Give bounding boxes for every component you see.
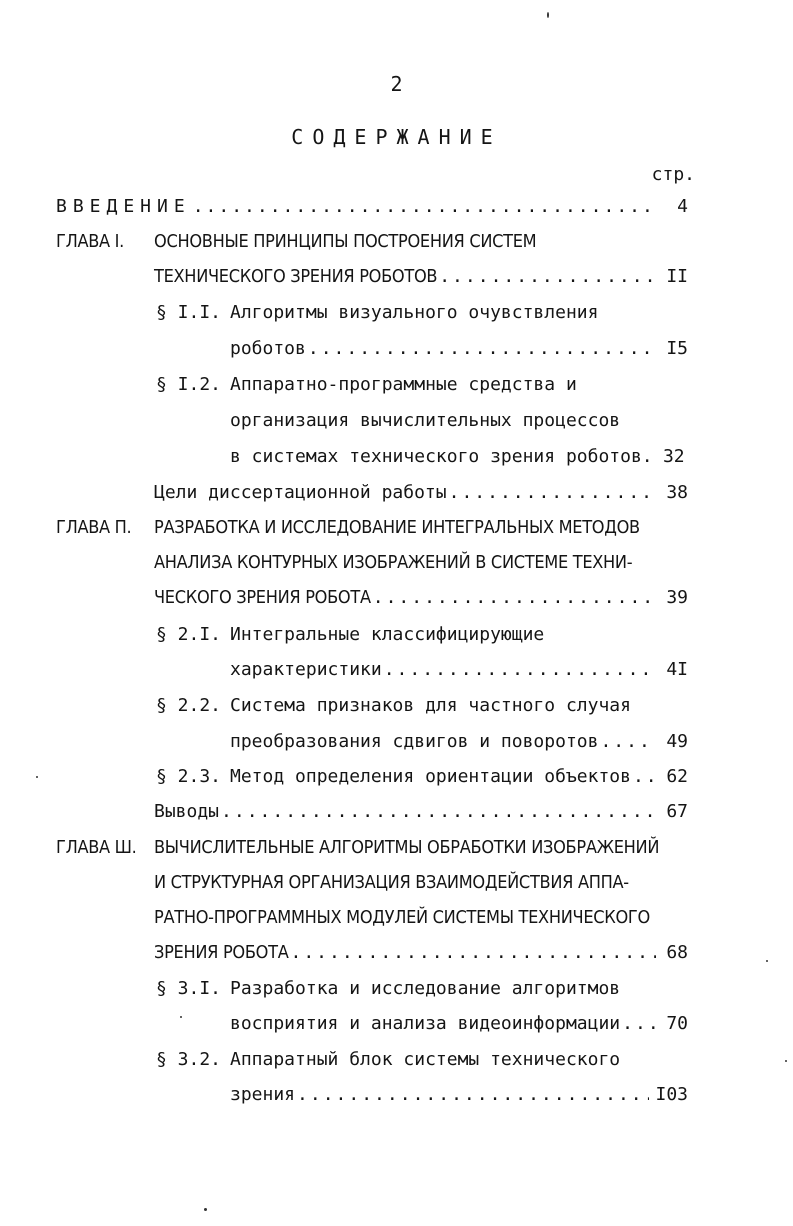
toc-entry-text: Система признаков для частного случая [230,695,631,716]
toc-entry-chapter-3-cont [154,942,688,972]
dot-leader [439,266,656,287]
toc-entry-text: ТЕХНИЧЕСКОГО ЗРЕНИЯ РОБОТОВ [154,266,438,287]
dot-leader [297,1084,649,1105]
section-label: § 2.I. [156,624,222,645]
section-label: § 3.I. [156,978,222,999]
toc-entry-goals [154,482,688,512]
dot-leader [308,338,656,359]
dot-leader [384,659,656,680]
chapter-label: ГЛАВА I. [56,231,124,252]
toc-entry-text: Метод определения ориентации объектов [230,766,631,787]
toc-page-number: 70 [666,1013,688,1034]
toc-entry-chapter-3-cont [154,907,688,937]
toc-page-number: 62 [666,766,688,787]
toc-page-number: II [666,266,688,287]
toc-entry-introduction [56,196,688,226]
toc-entry-text: ВЫЧИСЛИТЕЛЬНЫЕ АЛГОРИТМЫ ОБРАБОТКИ ИЗОБРАЖЕНИЙ [154,837,660,858]
toc-page-number: 39 [666,587,688,608]
toc-entry-text: Аппаратный блок системы технического [230,1049,621,1070]
toc-entry-text: роботов [230,338,306,359]
toc-entry-chapter-3-cont [154,872,688,902]
dot-leader [373,587,656,608]
toc-page-number: 32 [662,446,685,467]
toc-entry-chapter-2-cont [154,587,688,617]
section-label: § I.I. [156,302,222,323]
dot-leader [600,731,656,752]
section-label: § 2.3. [156,766,222,787]
toc-entry-text: ЗРЕНИЯ РОБОТА [154,942,289,963]
toc-entry-text: в системах технического зрения роботов. [230,446,653,467]
dot-leader [622,1013,656,1034]
toc-entry-section-3-2 [156,1049,688,1079]
toc-entry-chapter-2 [56,517,688,547]
toc-entry-text: ЧЕСКОГО ЗРЕНИЯ РОБОТА [154,587,371,608]
toc-page-number: 67 [666,801,688,822]
toc-entry-text: Цели диссертационной работы [154,482,447,503]
toc-entry-text: преобразования сдвигов и поворотов [230,731,599,752]
toc-entry-text: ОСНОВНЫЕ ПРИНЦИПЫ ПОСТРОЕНИЯ СИСТЕМ [154,231,537,252]
toc-entry-text: АНАЛИЗА КОНТУРНЫХ ИЗОБРАЖЕНИЙ В СИСТЕМЕ ТЕХНИ- [154,552,633,573]
section-label: § I.2. [156,374,222,395]
toc-page-number: 4 [677,196,688,217]
toc-entry-text: восприятия и анализа видеоинформации [230,1013,621,1034]
page-title: СОДЕРЖАНИЕ [291,125,502,149]
toc-entry-text: Аппаратно-программные средства и [230,374,577,395]
toc-entry-section-1-2-cont [230,446,688,476]
scan-speck [785,1060,787,1062]
toc-page-number: 4I [666,659,688,680]
toc-entry-section-2-2-cont [230,731,688,761]
toc-page-number: 38 [666,482,688,503]
scan-speck [36,776,38,778]
dot-leader [290,942,656,963]
toc-entry-section-1-2-cont [230,410,688,440]
section-label: § 3.2. [156,1049,222,1070]
toc-entry-text: организация вычислительных процессов [230,410,621,431]
toc-page-number: 68 [666,942,688,963]
toc-entry-text: ВВЕДЕНИЕ [56,196,191,217]
toc-entry-text: РАТНО-ПРОГРАММНЫХ МОДУЛЕЙ СИСТЕМЫ ТЕХНИЧЕСКОГО [154,907,650,928]
toc-page-number: 49 [666,731,688,752]
scan-speck [204,1208,207,1211]
toc-entry-conclusions [154,801,688,831]
toc-entry-text: характеристики [230,659,382,680]
chapter-label: ГЛАВА П. [56,517,132,538]
page-number: 2 [390,72,403,96]
toc-entry-section-2-1-cont [230,659,688,689]
toc-entry-chapter-3 [56,837,688,867]
toc-page-number: I03 [655,1084,688,1105]
toc-entry-section-3-1-cont [230,1013,688,1043]
dot-leader [193,196,656,217]
dot-leader [633,766,656,787]
toc-entry-text: зрения [230,1084,296,1105]
toc-entry-text: РАЗРАБОТКА И ИССЛЕДОВАНИЕ ИНТЕГРАЛЬНЫХ МЕТОДОВ [154,517,640,538]
dot-leader [221,801,656,822]
toc-page-number: I5 [666,338,688,359]
toc-entry-chapter-1 [56,231,688,261]
toc-entry-section-3-2-cont [230,1084,688,1114]
toc-entry-text: Выводы [154,801,220,822]
toc-entry-section-2-2 [156,695,688,725]
toc-entry-section-1-2 [156,374,688,404]
toc-entry-text: Алгоритмы визуального очувствления [230,302,599,323]
chapter-label: ГЛАВА Ш. [56,837,137,858]
scan-speck [180,1016,182,1018]
toc-entry-chapter-1-cont [154,266,688,296]
section-label: § 2.2. [156,695,222,716]
page-column-header: стр. [651,164,695,185]
toc-entry-section-1-1 [156,302,688,332]
scan-speck [547,12,549,18]
toc-entry-text: Разработка и исследование алгоритмов [230,978,621,999]
toc-entry-section-2-1 [156,624,688,654]
toc-entry-section-1-1-cont [230,338,688,368]
dot-leader [449,482,656,503]
toc-entry-section-3-1 [156,978,688,1008]
scan-speck [766,960,768,962]
toc-entry-section-2-3 [156,766,688,796]
toc-entry-text: Интегральные классифицирующие [230,624,545,645]
toc-entry-text: И СТРУКТУРНАЯ ОРГАНИЗАЦИЯ ВЗАИМОДЕЙСТВИЯ АППА- [154,872,629,893]
toc-entry-chapter-2-cont [154,552,688,582]
